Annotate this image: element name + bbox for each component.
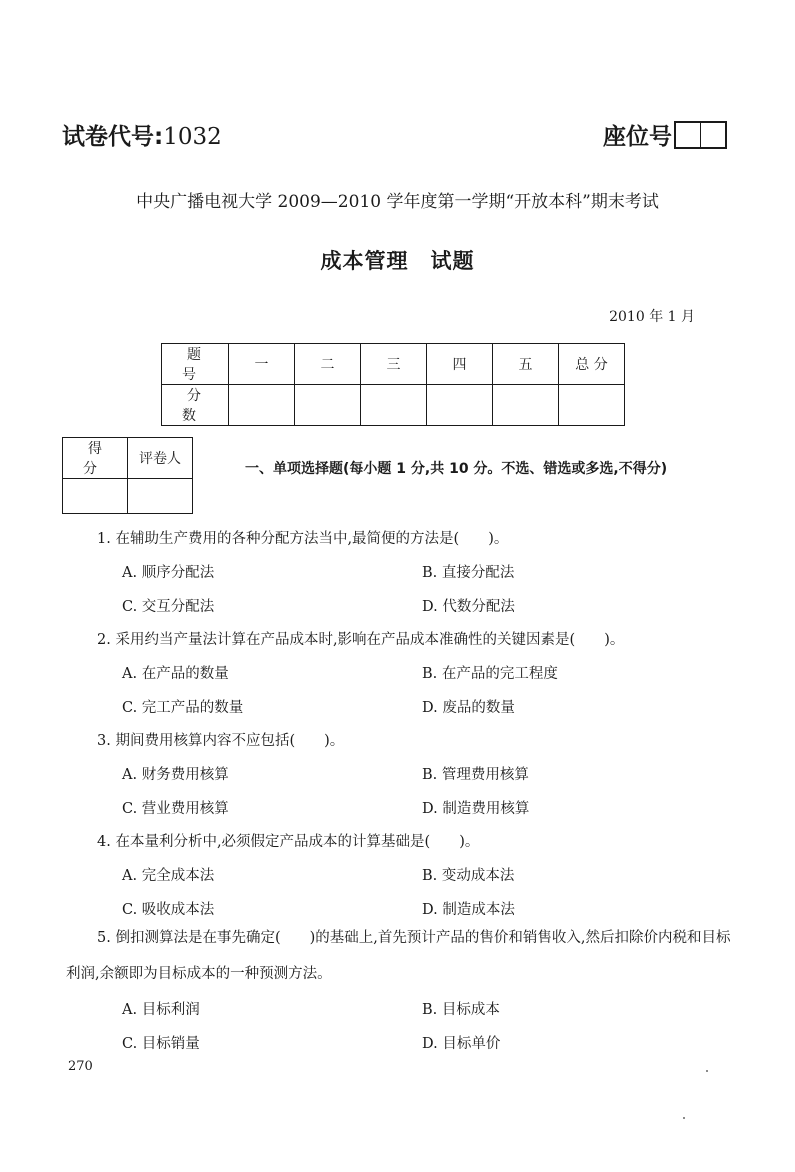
page-number: 270 <box>68 1059 93 1074</box>
score-cell[interactable] <box>361 385 427 426</box>
question-5-option-d[interactable]: D. 目标单价 <box>422 1036 501 1052</box>
score-table-score-row <box>162 385 625 426</box>
grader-name-header: 评卷人 <box>128 438 193 479</box>
score-table-header-cell: 一 <box>229 344 295 385</box>
score-table-header-cell: 二 <box>295 344 361 385</box>
score-table-header-cell: 三 <box>361 344 427 385</box>
question-3-option-b[interactable]: B. 管理费用核算 <box>422 767 529 783</box>
question-2-option-b[interactable]: B. 在产品的完工程度 <box>422 666 558 682</box>
question-5-stem: 5. 倒扣测算法是在事先确定( )的基础上,首先预计产品的售价和销售收入,然后扣除价内税和目标利润,余额即为目标成本的一种预测方法。 <box>66 930 731 982</box>
seat-number <box>603 118 727 151</box>
question-4-stem: 4. 在本量利分析中,必须假定产品成本的计算基础是( )。 <box>97 834 480 850</box>
seat-number-boxes[interactable] <box>674 121 727 149</box>
question-3-option-c[interactable]: C. 营业费用核算 <box>122 801 229 817</box>
score-table-header-cell: 总 分 <box>559 344 625 385</box>
question-2-option-c[interactable]: C. 完工产品的数量 <box>122 700 244 716</box>
question-1-stem: 1. 在辅助生产费用的各种分配方法当中,最简便的方法是( )。 <box>97 531 509 547</box>
exam-title: 中央广播电视大学 2009—2010 学年度第一学期“开放本科”期末考试 <box>136 192 659 212</box>
question-5-option-a[interactable]: A. 目标利润 <box>122 1002 200 1018</box>
score-cell[interactable] <box>559 385 625 426</box>
question-5-option-c[interactable]: C. 目标销量 <box>122 1036 200 1052</box>
question-1-option-b[interactable]: B. 直接分配法 <box>422 565 515 581</box>
question-2-option-a[interactable]: A. 在产品的数量 <box>122 666 229 682</box>
question-1-option-a[interactable]: A. 顺序分配法 <box>122 565 215 581</box>
paper-code-label: 试卷代号: <box>62 124 164 150</box>
score-cell[interactable] <box>493 385 559 426</box>
question-3-stem: 3. 期间费用核算内容不应包括( )。 <box>97 733 345 749</box>
question-4-option-c[interactable]: C. 吸收成本法 <box>122 902 215 918</box>
scan-speck <box>683 1117 685 1119</box>
grader-score-header: 得 分 <box>63 438 128 479</box>
question-3-option-a[interactable]: A. 财务费用核算 <box>122 767 229 783</box>
score-table-header-cell: 题 号 <box>162 344 229 385</box>
question-2-option-d[interactable]: D. 废品的数量 <box>422 700 515 716</box>
score-table-header-cell: 四 <box>427 344 493 385</box>
question-5-option-b[interactable]: B. 目标成本 <box>422 1002 500 1018</box>
grader-score-cell[interactable] <box>63 479 128 514</box>
question-4-option-b[interactable]: B. 变动成本法 <box>422 868 515 884</box>
score-cell[interactable] <box>229 385 295 426</box>
paper-code <box>62 118 222 151</box>
grader-name-cell[interactable] <box>128 479 193 514</box>
question-2-stem: 2. 采用约当产量法计算在产品成本时,影响在产品成本准确性的关键因素是( )。 <box>97 632 625 648</box>
question-1-option-d[interactable]: D. 代数分配法 <box>422 599 515 615</box>
section-heading: 一、单项选择题(每小题 1 分,共 10 分。不选、错选或多选,不得分) <box>245 461 668 477</box>
seat-label: 座位号 <box>603 124 672 150</box>
scan-speck <box>706 1070 708 1072</box>
paper-code-number: 1032 <box>163 124 222 150</box>
question-4-option-a[interactable]: A. 完全成本法 <box>122 868 215 884</box>
score-cell[interactable] <box>427 385 493 426</box>
score-table <box>161 343 625 426</box>
subject-title: 成本管理 试题 <box>320 249 475 273</box>
score-row-label: 分 数 <box>162 385 229 426</box>
question-4-option-d[interactable]: D. 制造成本法 <box>422 902 515 918</box>
grader-table <box>62 437 193 514</box>
score-table-header-row <box>162 344 625 385</box>
question-3-option-d[interactable]: D. 制造费用核算 <box>422 801 530 817</box>
score-cell[interactable] <box>295 385 361 426</box>
score-table-header-cell: 五 <box>493 344 559 385</box>
exam-date: 2010 年 1 月 <box>609 309 695 325</box>
question-1-option-c[interactable]: C. 交互分配法 <box>122 599 215 615</box>
